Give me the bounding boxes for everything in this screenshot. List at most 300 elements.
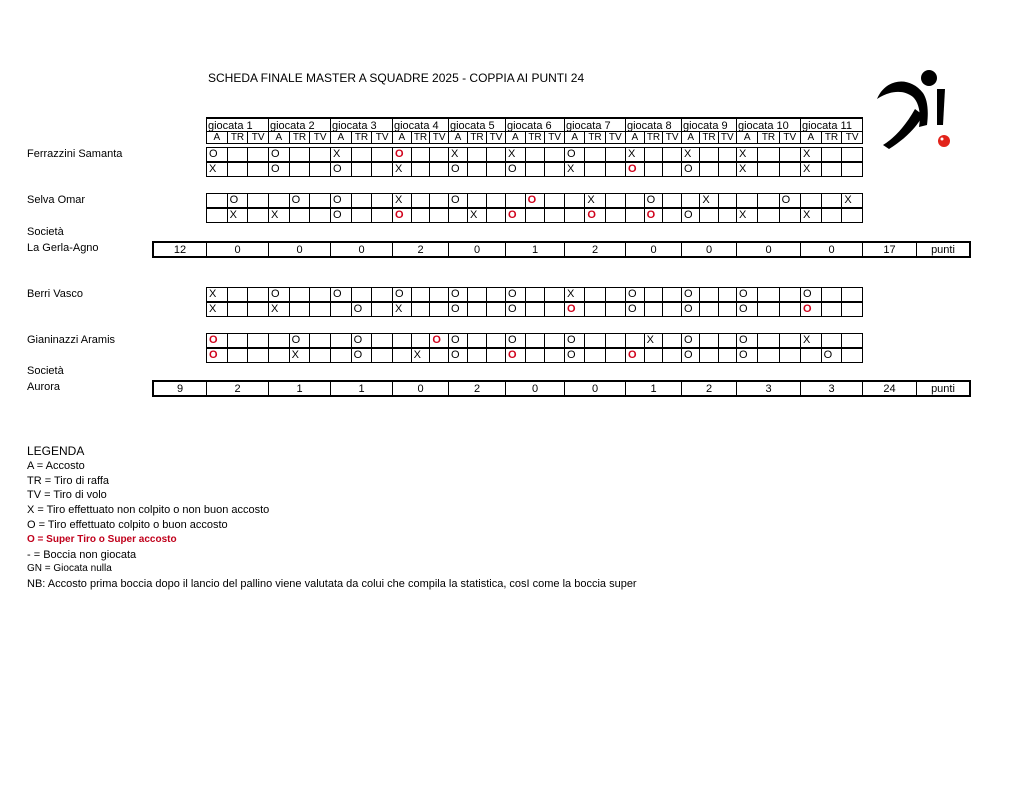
mark-cell: [371, 287, 393, 302]
mark-cell: [486, 287, 506, 302]
giocata-header: giocata 9: [681, 117, 737, 132]
mark-cell: [486, 333, 506, 348]
mark-cell: [247, 302, 269, 317]
mark-cell: [662, 333, 682, 348]
mark-cell: [467, 302, 487, 317]
team-name: La Gerla-Agno: [27, 242, 99, 254]
subcol-header-tv: TV: [718, 131, 737, 144]
mark-cell: O: [448, 348, 468, 363]
mark-cell: [309, 333, 331, 348]
mark-cell: [351, 193, 373, 208]
subcol-header-a: A: [736, 131, 758, 144]
mark-cell: O: [330, 287, 352, 302]
mark-cell: [227, 287, 249, 302]
subcol-header-a: A: [268, 131, 290, 144]
mark-cell: O: [625, 348, 645, 363]
mark-cell: O: [584, 208, 605, 223]
mark-cell: O: [681, 162, 700, 177]
score-cell: 2: [448, 380, 506, 397]
subcol-header-tr: TR: [289, 131, 311, 144]
subcol-header-a: A: [206, 131, 228, 144]
mark-cell: [525, 208, 546, 223]
mark-cell: O: [564, 147, 585, 162]
score-cell: 0: [268, 241, 331, 258]
mark-cell: X: [411, 348, 431, 363]
mark-cell: X: [206, 162, 228, 177]
subcol-header-tv: TV: [605, 131, 626, 144]
mark-cell: X: [330, 147, 352, 162]
mark-cell: [564, 193, 585, 208]
mark-cell: [779, 348, 801, 363]
subcol-header-tr: TR: [227, 131, 249, 144]
mark-cell: X: [800, 147, 822, 162]
mark-cell: [699, 333, 718, 348]
mark-cell: [605, 162, 626, 177]
mark-cell: [351, 147, 373, 162]
score-cell: 12: [152, 241, 207, 258]
mark-cell: [411, 287, 431, 302]
mark-cell: O: [448, 302, 468, 317]
mark-cell: [227, 162, 249, 177]
mark-cell: [411, 302, 431, 317]
mark-cell: [429, 193, 449, 208]
subcol-header-tr: TR: [351, 131, 373, 144]
mark-cell: X: [625, 147, 645, 162]
mark-cell: [584, 287, 605, 302]
mark-cell: [699, 302, 718, 317]
score-cell: 2: [206, 380, 269, 397]
subcol-header-tr: TR: [467, 131, 487, 144]
giocata-header: giocata 1: [206, 117, 269, 132]
mark-cell: [800, 348, 822, 363]
score-cell: 0: [736, 241, 801, 258]
mark-cell: O: [448, 162, 468, 177]
mark-cell: [544, 287, 565, 302]
mark-cell: O: [505, 333, 526, 348]
subcol-header-tv: TV: [486, 131, 506, 144]
mark-cell: O: [505, 162, 526, 177]
mark-cell: [779, 333, 801, 348]
mark-cell: X: [800, 208, 822, 223]
legend-line: X = Tiro effettuato non colpito o non buon accosto: [27, 504, 270, 517]
giocata-header: giocata 11: [800, 117, 863, 132]
mark-cell: [525, 147, 546, 162]
mark-cell: [392, 333, 412, 348]
mark-cell: [699, 162, 718, 177]
subcol-header-tv: TV: [309, 131, 331, 144]
mark-cell: [467, 348, 487, 363]
mark-cell: [662, 147, 682, 162]
score-cell: 2: [564, 241, 626, 258]
mark-cell: X: [736, 147, 758, 162]
score-cell: 0: [800, 241, 863, 258]
mark-cell: [525, 162, 546, 177]
subcol-header-a: A: [800, 131, 822, 144]
mark-cell: [448, 208, 468, 223]
mark-cell: [605, 193, 626, 208]
mark-cell: O: [227, 193, 249, 208]
mark-cell: [429, 208, 449, 223]
mark-cell: [227, 333, 249, 348]
mark-cell: O: [448, 333, 468, 348]
mark-cell: [662, 302, 682, 317]
mark-cell: [841, 162, 863, 177]
mark-cell: [467, 287, 487, 302]
mark-cell: [718, 162, 737, 177]
subcol-header-tr: TR: [644, 131, 664, 144]
mark-cell: O: [330, 193, 352, 208]
mark-cell: [486, 348, 506, 363]
mark-cell: X: [227, 208, 249, 223]
mark-cell: [699, 287, 718, 302]
mark-cell: [662, 193, 682, 208]
mark-cell: O: [625, 162, 645, 177]
subcol-header-a: A: [330, 131, 352, 144]
mark-cell: [821, 147, 843, 162]
legend-line: O = Tiro effettuato colpito o buon accosto: [27, 518, 228, 531]
giocata-header: giocata 8: [625, 117, 682, 132]
mark-cell: [779, 208, 801, 223]
mark-cell: O: [330, 208, 352, 223]
mark-cell: [662, 208, 682, 223]
mark-cell: [309, 162, 331, 177]
score-cell: 1: [625, 380, 682, 397]
mark-cell: X: [736, 162, 758, 177]
mark-cell: O: [206, 348, 228, 363]
mark-cell: O: [681, 348, 700, 363]
mark-cell: [330, 302, 352, 317]
player-name: Selva Omar: [27, 194, 86, 206]
subcol-header-a: A: [392, 131, 412, 144]
mark-cell: [605, 333, 626, 348]
mark-cell: [718, 193, 737, 208]
mark-cell: X: [681, 147, 700, 162]
mark-cell: [330, 348, 352, 363]
mark-cell: [821, 333, 843, 348]
score-cell: 0: [625, 241, 682, 258]
mark-cell: [841, 302, 863, 317]
mark-cell: O: [779, 193, 801, 208]
mark-cell: [309, 348, 331, 363]
legend-line: TV = Tiro di volo: [27, 489, 107, 502]
mark-cell: [841, 147, 863, 162]
mark-cell: [644, 162, 664, 177]
mark-cell: [525, 333, 546, 348]
mark-cell: [429, 162, 449, 177]
mark-cell: X: [289, 348, 311, 363]
mark-cell: O: [268, 147, 290, 162]
mark-cell: O: [821, 348, 843, 363]
mark-cell: [564, 208, 585, 223]
mark-cell: [662, 162, 682, 177]
mark-cell: [544, 193, 565, 208]
mark-cell: [351, 208, 373, 223]
mark-cell: [411, 333, 431, 348]
subcol-header-tv: TV: [544, 131, 565, 144]
subcol-header-tv: TV: [841, 131, 863, 144]
mark-cell: [841, 348, 863, 363]
score-cell: 1: [330, 380, 393, 397]
mark-cell: [841, 333, 863, 348]
mark-cell: O: [644, 193, 664, 208]
mark-cell: O: [644, 208, 664, 223]
mark-cell: [411, 162, 431, 177]
mark-cell: [371, 147, 393, 162]
mark-cell: O: [505, 208, 526, 223]
mark-cell: O: [289, 333, 311, 348]
mark-cell: [584, 348, 605, 363]
mark-cell: [821, 162, 843, 177]
legend-line: A = Accosto: [27, 459, 85, 472]
score-cell: 0: [330, 241, 393, 258]
mark-cell: [625, 193, 645, 208]
punti-label: punti: [916, 380, 971, 397]
mark-cell: X: [564, 162, 585, 177]
mark-cell: [718, 348, 737, 363]
mark-cell: [644, 348, 664, 363]
mark-cell: [584, 333, 605, 348]
giocata-header: giocata 5: [448, 117, 506, 132]
mark-cell: X: [800, 162, 822, 177]
mark-cell: [544, 162, 565, 177]
subcol-header-tr: TR: [584, 131, 605, 144]
subcol-header-tr: TR: [757, 131, 779, 144]
mark-cell: [227, 147, 249, 162]
punti-label: punti: [916, 241, 971, 258]
giocata-header: giocata 2: [268, 117, 331, 132]
mark-cell: X: [448, 147, 468, 162]
mark-cell: [757, 147, 779, 162]
mark-cell: [800, 193, 822, 208]
mark-cell: [681, 193, 700, 208]
subcol-header-tr: TR: [525, 131, 546, 144]
score-cell: 1: [268, 380, 331, 397]
mark-cell: X: [392, 302, 412, 317]
mark-cell: [718, 302, 737, 317]
mark-cell: [289, 147, 311, 162]
mark-cell: O: [800, 302, 822, 317]
mark-cell: X: [392, 193, 412, 208]
mark-cell: O: [736, 302, 758, 317]
mark-cell: O: [392, 147, 412, 162]
mark-cell: [486, 147, 506, 162]
mark-cell: [392, 348, 412, 363]
score-cell: 3: [800, 380, 863, 397]
mark-cell: [584, 162, 605, 177]
mark-cell: [779, 287, 801, 302]
mark-cell: O: [800, 287, 822, 302]
mark-cell: O: [392, 208, 412, 223]
mark-cell: [644, 302, 664, 317]
mark-cell: [757, 208, 779, 223]
mark-cell: [371, 348, 393, 363]
mark-cell: [757, 333, 779, 348]
subcol-header-a: A: [448, 131, 468, 144]
mark-cell: X: [841, 193, 863, 208]
mark-cell: O: [681, 333, 700, 348]
subcol-header-tr: TR: [821, 131, 843, 144]
mark-cell: [605, 147, 626, 162]
subcol-header-tv: TV: [662, 131, 682, 144]
mark-cell: X: [644, 333, 664, 348]
score-cell: 0: [206, 241, 269, 258]
mark-cell: [544, 302, 565, 317]
mark-cell: [371, 333, 393, 348]
score-cell: 0: [505, 380, 565, 397]
legend-heading: LEGENDA: [27, 444, 85, 458]
mark-cell: X: [467, 208, 487, 223]
mark-cell: O: [448, 193, 468, 208]
mark-cell: [309, 193, 331, 208]
mark-cell: O: [625, 287, 645, 302]
mark-cell: [757, 193, 779, 208]
mark-cell: X: [206, 287, 228, 302]
score-cell: 0: [392, 380, 449, 397]
score-cell: 0: [564, 380, 626, 397]
mark-cell: [821, 193, 843, 208]
mark-cell: [268, 348, 290, 363]
mark-cell: O: [392, 287, 412, 302]
score-cell: 24: [862, 380, 917, 397]
mark-cell: [505, 193, 526, 208]
mark-cell: [605, 302, 626, 317]
score-cell: 17: [862, 241, 917, 258]
bocce-player-logo: [875, 69, 959, 151]
subcol-header-tv: TV: [247, 131, 269, 144]
mark-cell: O: [505, 348, 526, 363]
mark-cell: [821, 287, 843, 302]
mark-cell: X: [268, 302, 290, 317]
mark-cell: [467, 193, 487, 208]
mark-cell: O: [351, 333, 373, 348]
mark-cell: [699, 208, 718, 223]
mark-cell: [821, 302, 843, 317]
mark-cell: O: [268, 162, 290, 177]
mark-cell: [309, 208, 331, 223]
mark-cell: [699, 147, 718, 162]
mark-cell: O: [736, 333, 758, 348]
mark-cell: O: [736, 348, 758, 363]
mark-cell: [544, 333, 565, 348]
mark-cell: O: [736, 287, 758, 302]
subcol-header-a: A: [681, 131, 700, 144]
mark-cell: [841, 287, 863, 302]
subcol-header-tv: TV: [429, 131, 449, 144]
player-name: Gianinazzi Aramis: [27, 334, 116, 346]
mark-cell: [525, 302, 546, 317]
mark-cell: [371, 162, 393, 177]
mark-cell: [757, 348, 779, 363]
giocata-header: giocata 4: [392, 117, 449, 132]
mark-cell: [371, 208, 393, 223]
mark-cell: [247, 162, 269, 177]
mark-cell: O: [625, 302, 645, 317]
mark-cell: O: [564, 348, 585, 363]
mark-cell: [351, 162, 373, 177]
mark-cell: [411, 208, 431, 223]
giocata-header: giocata 10: [736, 117, 801, 132]
score-cell: 1: [505, 241, 565, 258]
mark-cell: [429, 287, 449, 302]
score-cell: 2: [681, 380, 737, 397]
mark-cell: [486, 208, 506, 223]
legend-gn-line: GN = Giocata nulla: [27, 563, 112, 575]
mark-cell: [718, 287, 737, 302]
mark-cell: [247, 287, 269, 302]
mark-cell: [411, 193, 431, 208]
mark-cell: O: [681, 287, 700, 302]
mark-cell: [644, 287, 664, 302]
mark-cell: [662, 287, 682, 302]
mark-cell: [268, 193, 290, 208]
mark-cell: [268, 333, 290, 348]
mark-cell: [584, 147, 605, 162]
mark-cell: [467, 162, 487, 177]
legend: [27, 444, 637, 592]
mark-cell: X: [392, 162, 412, 177]
mark-cell: [371, 302, 393, 317]
mark-cell: [625, 333, 645, 348]
mark-cell: [486, 162, 506, 177]
mark-cell: [544, 147, 565, 162]
mark-cell: O: [206, 147, 228, 162]
mark-cell: [757, 287, 779, 302]
mark-cell: [718, 208, 737, 223]
subcol-header-a: A: [505, 131, 526, 144]
page-title: SCHEDA FINALE MASTER A SQUADRE 2025 - COPPIA AI PUNTI 24: [208, 71, 585, 85]
mark-cell: [309, 302, 331, 317]
mark-cell: [247, 193, 269, 208]
mark-cell: [662, 348, 682, 363]
mark-cell: O: [681, 208, 700, 223]
mark-cell: [605, 287, 626, 302]
score-cell: 0: [681, 241, 737, 258]
mark-cell: [309, 287, 331, 302]
mark-cell: [247, 208, 269, 223]
mark-cell: X: [800, 333, 822, 348]
mark-cell: [821, 208, 843, 223]
mark-cell: [718, 333, 737, 348]
subcol-header-a: A: [625, 131, 645, 144]
mark-cell: [605, 348, 626, 363]
mark-cell: [330, 333, 352, 348]
mark-cell: [227, 302, 249, 317]
mark-cell: X: [699, 193, 718, 208]
mark-cell: [605, 208, 626, 223]
mark-cell: [525, 287, 546, 302]
societa-label: Società: [27, 226, 64, 238]
mark-cell: O: [429, 333, 449, 348]
mark-cell: O: [564, 333, 585, 348]
mark-cell: [247, 348, 269, 363]
mark-cell: [289, 208, 311, 223]
giocata-header: giocata 3: [330, 117, 393, 132]
player-name: Ferrazzini Samanta: [27, 148, 123, 160]
mark-cell: X: [206, 302, 228, 317]
mark-cell: O: [564, 302, 585, 317]
player-name: Berri Vasco: [27, 288, 84, 300]
score-cell: 3: [736, 380, 801, 397]
subcol-header-a: A: [564, 131, 585, 144]
mark-cell: [411, 147, 431, 162]
score-cell: 9: [152, 380, 207, 397]
mark-cell: X: [584, 193, 605, 208]
mark-cell: O: [289, 193, 311, 208]
mark-cell: [625, 208, 645, 223]
mark-cell: [289, 287, 311, 302]
mark-cell: O: [448, 287, 468, 302]
mark-cell: [371, 193, 393, 208]
